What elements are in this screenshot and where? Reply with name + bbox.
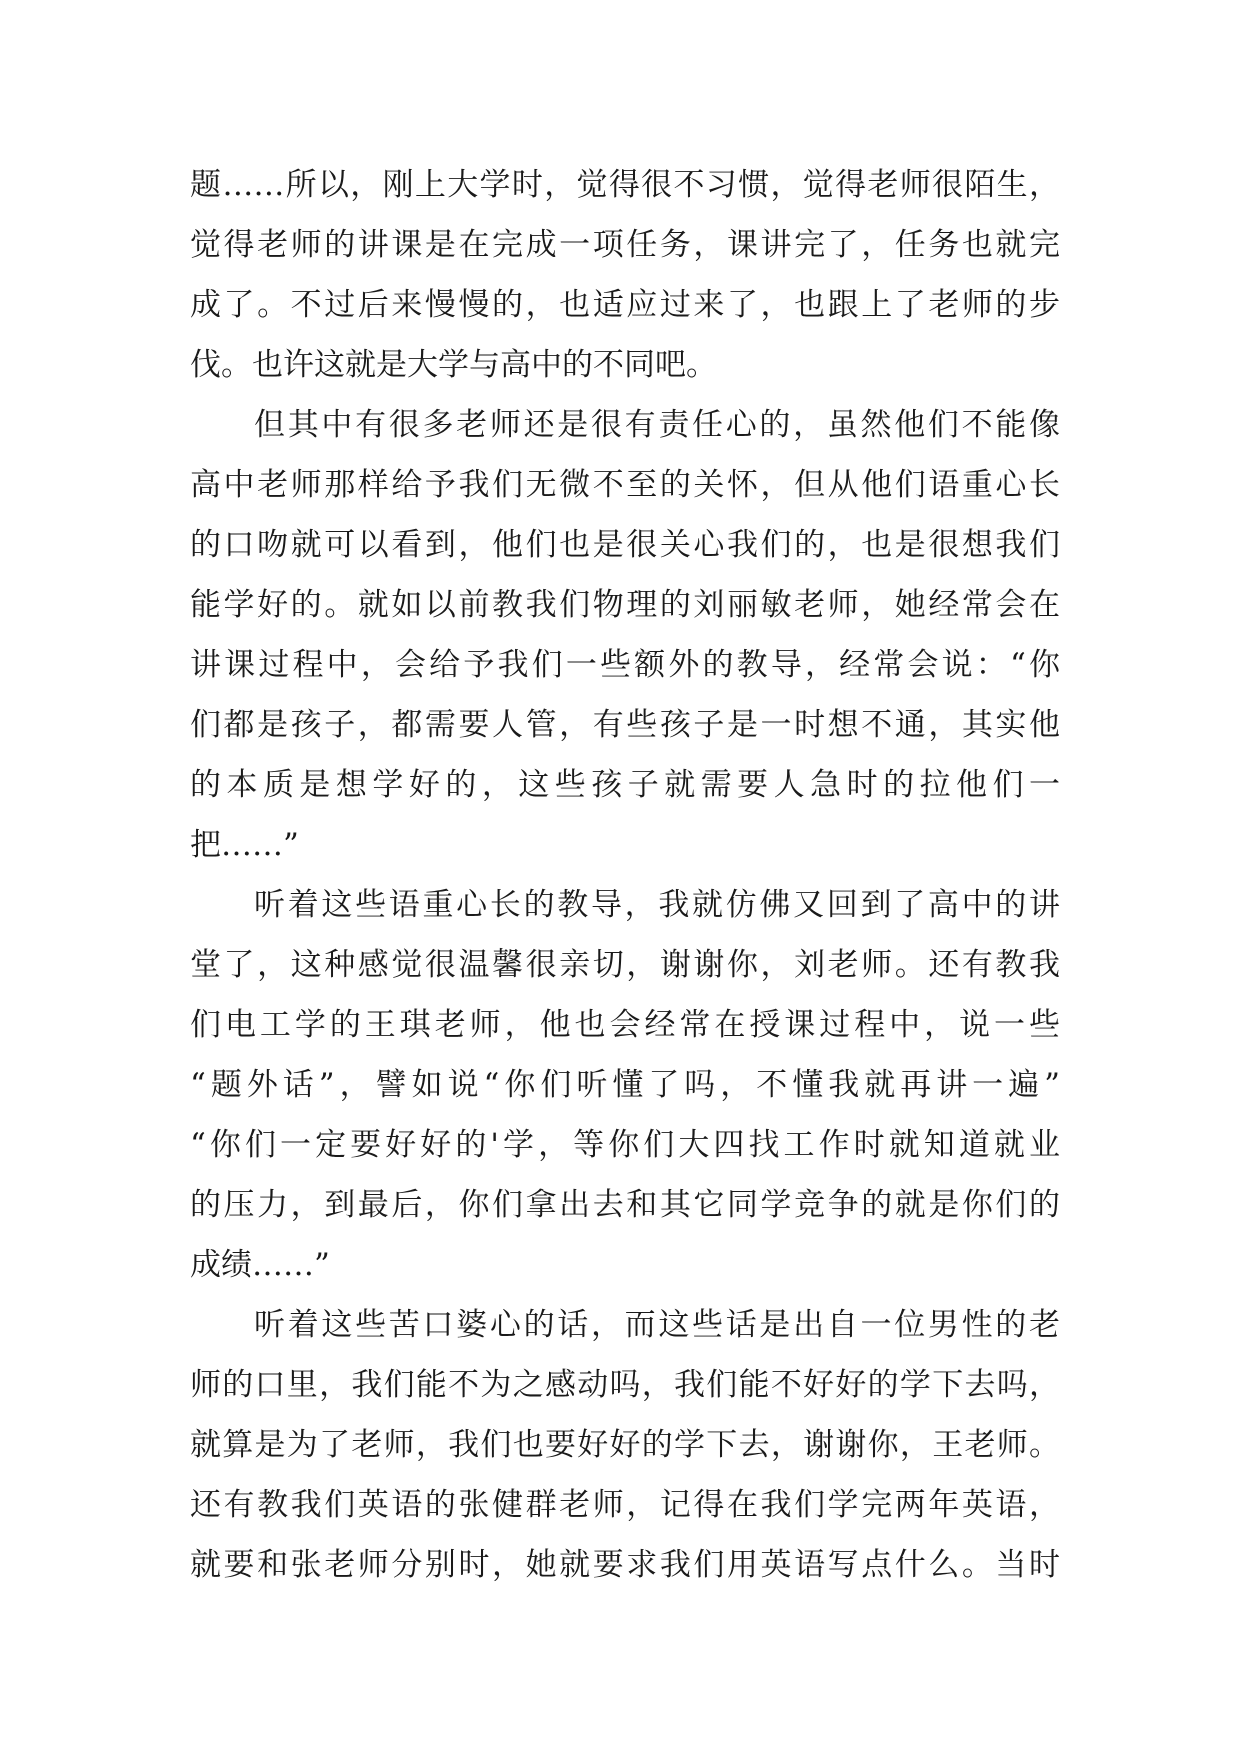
text-line: 题……所以，刚上大学时，觉得很不习惯，觉得老师很陌生， [190,167,1060,203]
text-line: “你们一定要好好的'学，等你们大四找工作时就知道就业 [190,1127,1060,1163]
text-line: 们都是孩子，都需要人管，有些孩子是一时想不通，其实他 [190,707,1060,743]
text-line: 能学好的。就如以前教我们物理的刘丽敏老师，她经常会在 [190,587,1060,623]
text-line: 的口吻就可以看到，他们也是很关心我们的，也是很想我们 [190,527,1060,563]
text-line: 成绩……” [190,1247,330,1283]
text-line: 讲课过程中，会给予我们一些额外的教导，经常会说：“你 [190,647,1060,683]
text-line: 的压力，到最后，你们拿出去和其它同学竞争的就是你们的 [190,1187,1060,1223]
text-line: 的本质是想学好的，这些孩子就需要人急时的拉他们一 [190,767,1060,803]
text-line: 师的口里，我们能不为之感动吗，我们能不好好的学下去吗， [190,1367,1060,1403]
text-line: 听着这些语重心长的教导，我就仿佛又回到了高中的讲 [254,887,1060,923]
text-line: 们电工学的王琪老师，他也会经常在授课过程中，说一些 [190,1007,1060,1043]
text-line: 就算是为了老师，我们也要好好的学下去，谢谢你，王老师。 [190,1427,1060,1463]
text-line: 伐。也许这就是大学与高中的不同吧。 [190,347,717,383]
text-line: 堂了，这种感觉很温馨很亲切，谢谢你，刘老师。还有教我 [190,947,1060,983]
body-text [190,155,1060,1595]
text-line: 把……” [190,827,299,863]
text-line: 成了。不过后来慢慢的，也适应过来了，也跟上了老师的步 [190,287,1060,323]
text-line: “题外话”，譬如说“你们听懂了吗，不懂我就再讲一遍” [190,1067,1060,1103]
text-line: 听着这些苦口婆心的话，而这些话是出自一位男性的老 [254,1307,1060,1343]
text-line: 就要和张老师分别时，她就要求我们用英语写点什么。当时 [190,1547,1060,1583]
text-line: 觉得老师的讲课是在完成一项任务，课讲完了，任务也就完 [190,227,1060,263]
text-line: 还有教我们英语的张健群老师，记得在我们学完两年英语， [190,1487,1060,1523]
text-line: 但其中有很多老师还是很有责任心的，虽然他们不能像 [254,407,1060,443]
text-line: 高中老师那样给予我们无微不至的关怀，但从他们语重心长 [190,467,1060,503]
